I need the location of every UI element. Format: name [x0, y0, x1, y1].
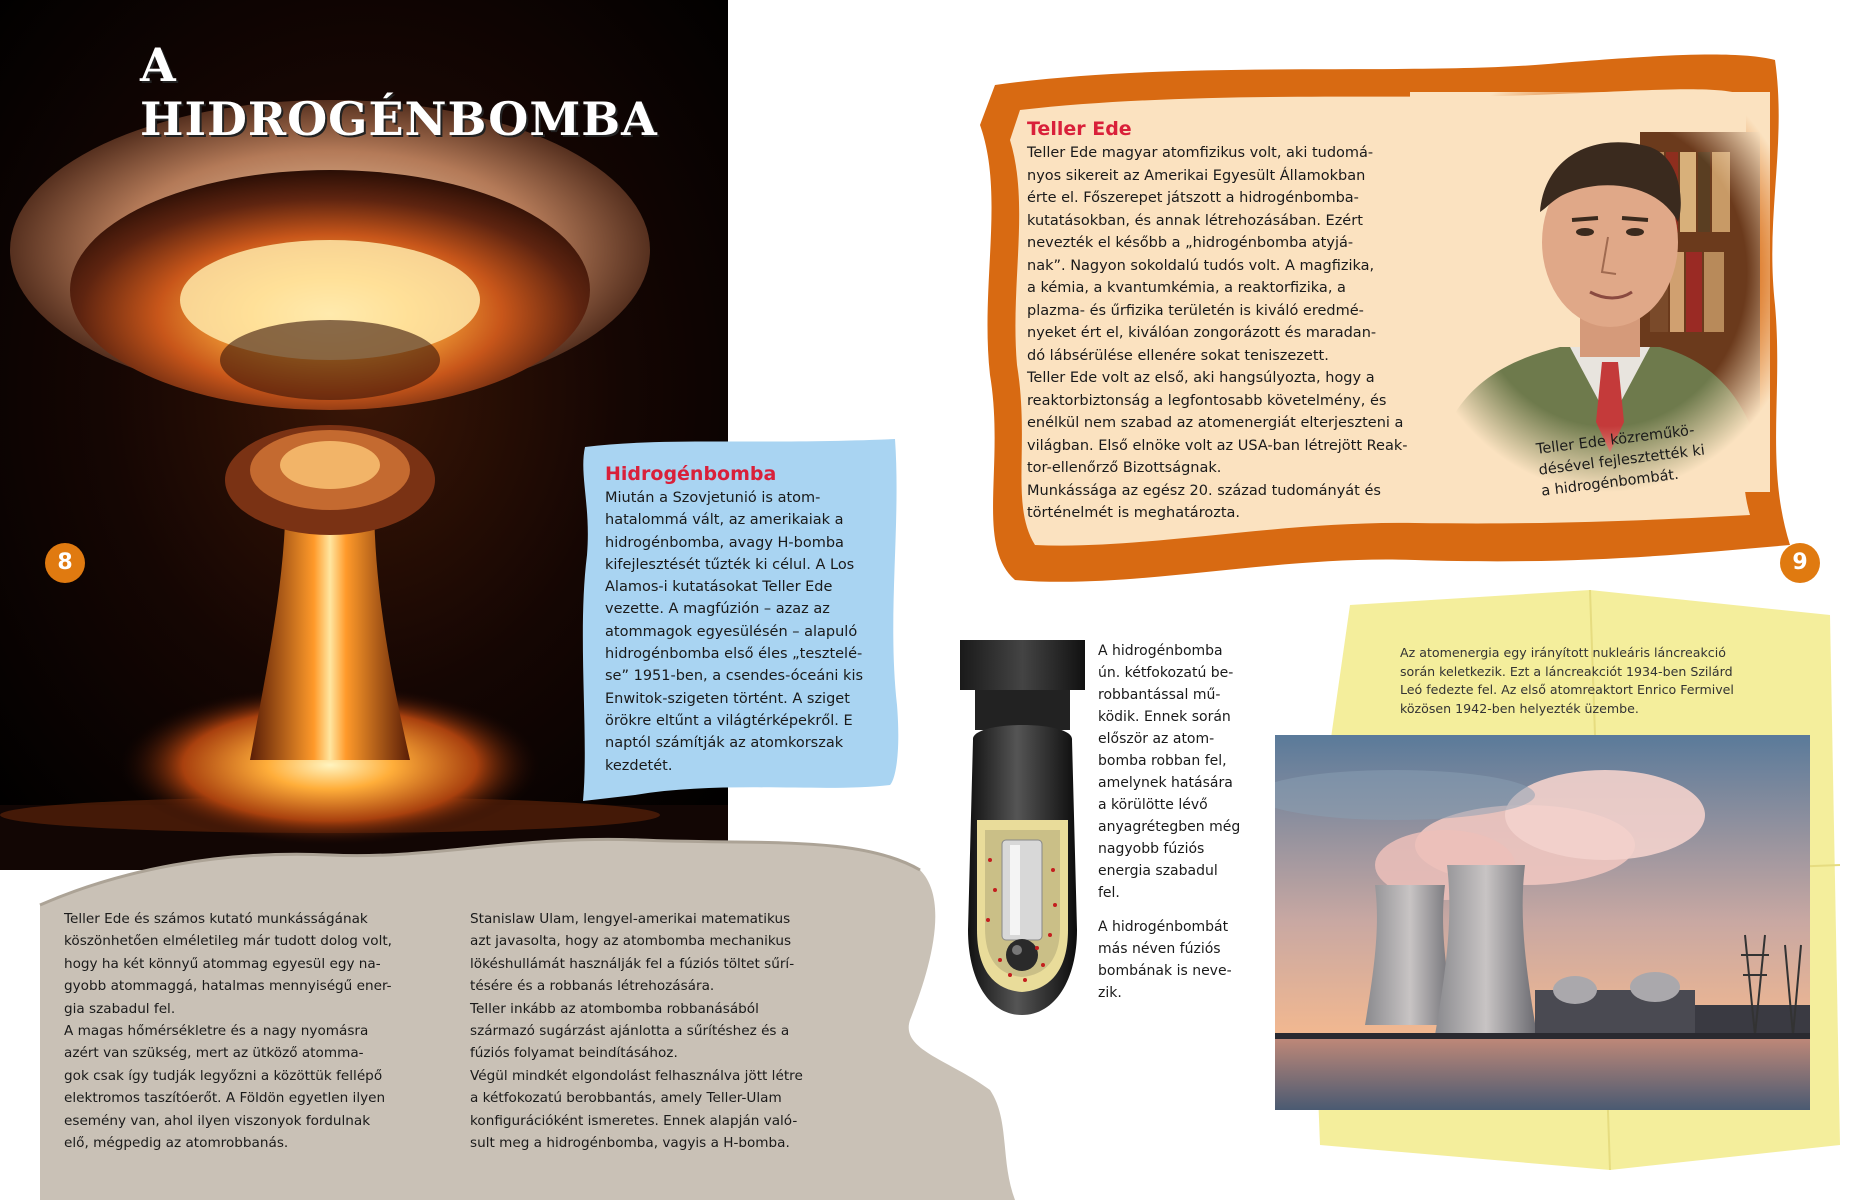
- hydrogen-box-text: Miután a Szovjetunió is atom- hatalommá vált, az amerikaiak a hidrogénbomba, avagy H-bomba kifejlesztését tűzték ki célul. A Los Alamos-i kutatásokat Teller Ede vezette. A magfúzión – azaz az atommagok egyesülésén – alapuló hidrogénbomba első éles „tesztelé- se” 1951-ben, a csendes-óceáni kis Enwitok-szigeten történt. A sziget örökre eltűnt a világtérképekről. E naptól számítják az atomkorszak kezdetét.: [605, 490, 864, 774]
- bottom-text-column-2: [470, 908, 880, 1154]
- teller-text: Teller Ede magyar atomfizikus volt, aki tudomá- nyos sikereit az Amerikai Egyesült Államokban érte el. Főszerepet játszott a hidrogénbomba- kutatásokban, és annak létrehozásában. Ezért nevezték el később a „hidrogénbomba atyjá- nak”. Nagyon sokoldalú tudós volt. A magfizika, a kémia, a kvantumkémia, a reaktorfizika, a plazma- és űrfizika területén is kiváló eredmé- nyeket ért el, kiválóan zongorázott és maradan- dó lábsérülése ellenére sokat teniszezett. Teller Ede volt az első, aki hangsúlyozta, hogy a reaktorbiztonság a legfontosabb követelmény, és enélkül nem szabad az atomenergiát elterjeszteni a világban. Első elnöke volt az USA-ban létrejött Reak- tor-ellenőrző Bizottságnak. Munkássága az egész 20. század tudományát és történelmét is meghatározta.: [1027, 145, 1408, 521]
- teller-content: [1027, 118, 1447, 525]
- hydrogen-box-heading: Hidrogénbomba: [605, 463, 777, 485]
- bottom-paragraph-2: Stanislaw Ulam, lengyel-amerikai matematikus azt javasolta, hogy az atombomba mechanikus lökéshullámát használják fel a fúziós töltet sűrí- tésére és a robbanás létrehozására. Teller inkább az atombomba robbanásából származó sugárzást ajánlotta a sűrítéshez és a fúziós folyamat beindításához. Végül mindkét elgondolást felhasználva jött létre a kétfokozatú berobbantás, amely Teller-Ulam konfigurációként ismeretes. Ennek alapján való- sult meg a hidrogénbomba, vagyis a H-bomba.: [470, 911, 803, 1152]
- nuclear-plant-photo: [1275, 735, 1810, 1110]
- bomb-paragraph-1: A hidrogénbomba ún. kétfokozatú be- robbantással mű- ködik. Ennek során először az atom- bomba robban fel, amelynek hatására a körülötte lévő anyagrétegben még nagyobb fúziós energia szabadul fel.: [1098, 643, 1241, 901]
- bomb-paragraph-2: A hidrogénbombát más néven fúziós bombának is neve- zik.: [1098, 919, 1232, 1001]
- teller-heading: Teller Ede: [1027, 118, 1132, 140]
- bomb-illustration: [955, 630, 1090, 1020]
- page-number-left: 8: [45, 543, 85, 583]
- atom-energy-caption: Az atomenergia egy irányított nukleáris láncreakció során keletkezik. Ezt a láncreakciót 1934-ben Szilárd Leó fedezte fel. Az első atomreaktort Enrico Fermivel közösen 1942-ben helyezték üzembe.: [1400, 645, 1734, 716]
- bomb-text: [1098, 640, 1258, 1004]
- hydrogen-bomb-box: [575, 435, 905, 805]
- teller-photo-caption: Teller Ede közreműkö- désével fejlesztették ki a hidrogénbombát.: [1535, 422, 1706, 500]
- bottom-text-column-1: [64, 908, 454, 1154]
- page-title: A HIDROGÉNBOMBA: [140, 38, 658, 146]
- page-number-right: 9: [1780, 543, 1820, 583]
- bottom-paragraph-1: Teller Ede és számos kutató munkásságának köszönhetően elméletileg már tudott dolog volt, hogy ha két könnyű atommag egyesül egy na- gyobb atommaggá, hatalmas mennyiségű ener- gia szabadul fel. A magas hőmérsékletre és a nagy nyomásra azért van szükség, mert az ütköző atomma- gok csak így tudják legyőzni a közöttük fellépő elektromos taszítóerőt. A Földön egyetlen ilyen esemény van, ahol ilyen viszonyok fordulnak elő, mégpedig az atomrobbanás.: [64, 911, 392, 1152]
